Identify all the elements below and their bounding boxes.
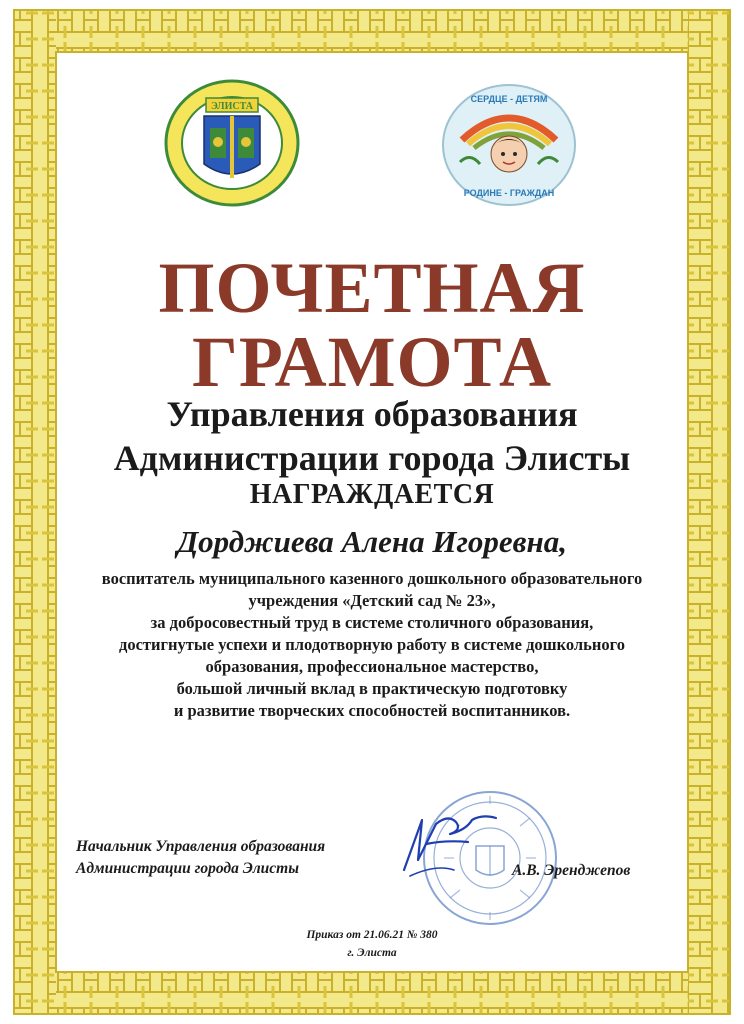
signatory-position-line2: Администрации города Элисты: [76, 860, 299, 877]
signatory-position-line1: Начальник Управления образования: [76, 838, 326, 855]
order-number: Приказ от 21.06.21 № 380: [306, 929, 438, 941]
award-reason-line: воспитатель муниципального казенного дошкольного образовательного: [101, 569, 643, 588]
order-city: г. Элиста: [347, 947, 397, 959]
heart-to-children-emblem: [440, 82, 578, 208]
awarded-label: НАГРАЖДАЕТСЯ: [249, 479, 495, 510]
award-reason-line: за добросовестный труд в системе столичного образования,: [150, 613, 594, 632]
award-reason-line: учреждения «Детский сад № 23»,: [248, 591, 496, 610]
certificate-title-line2: ГРАМОТА: [192, 322, 552, 402]
emblem-top-text: СЕРДЦЕ - ДЕТЯМ: [470, 94, 548, 104]
issuer-line1: Управления образования: [166, 394, 578, 434]
recipient-name: Дорджиева Алена Игоревна,: [177, 524, 567, 559]
order-reference: [0, 926, 744, 962]
signatory-position: [76, 836, 396, 880]
award-reason-line: и развитие творческих способностей воспитанников.: [173, 701, 571, 720]
emblem-banner-text: ЭЛИСТА: [211, 101, 253, 112]
signatory-name: А.В. Эренджenов: [512, 862, 631, 879]
award-reason: [60, 568, 684, 722]
issuer-line2: Администрации города Элисты: [113, 438, 631, 478]
award-reason-line: достигнутые успехи и плодотворную работу в системе дошкольного: [118, 635, 625, 654]
emblem-bottom-text: РОДИНЕ - ГРАЖДАН: [463, 188, 555, 198]
education-department-emblem: [162, 78, 302, 208]
award-reason-line: большой личный вклад в практическую подготовку: [176, 679, 568, 698]
handwritten-signature: [396, 800, 506, 880]
certificate-title-line1: ПОЧЕТНАЯ: [158, 248, 586, 328]
award-reason-line: образования, профессиональное мастерство,: [205, 657, 539, 676]
